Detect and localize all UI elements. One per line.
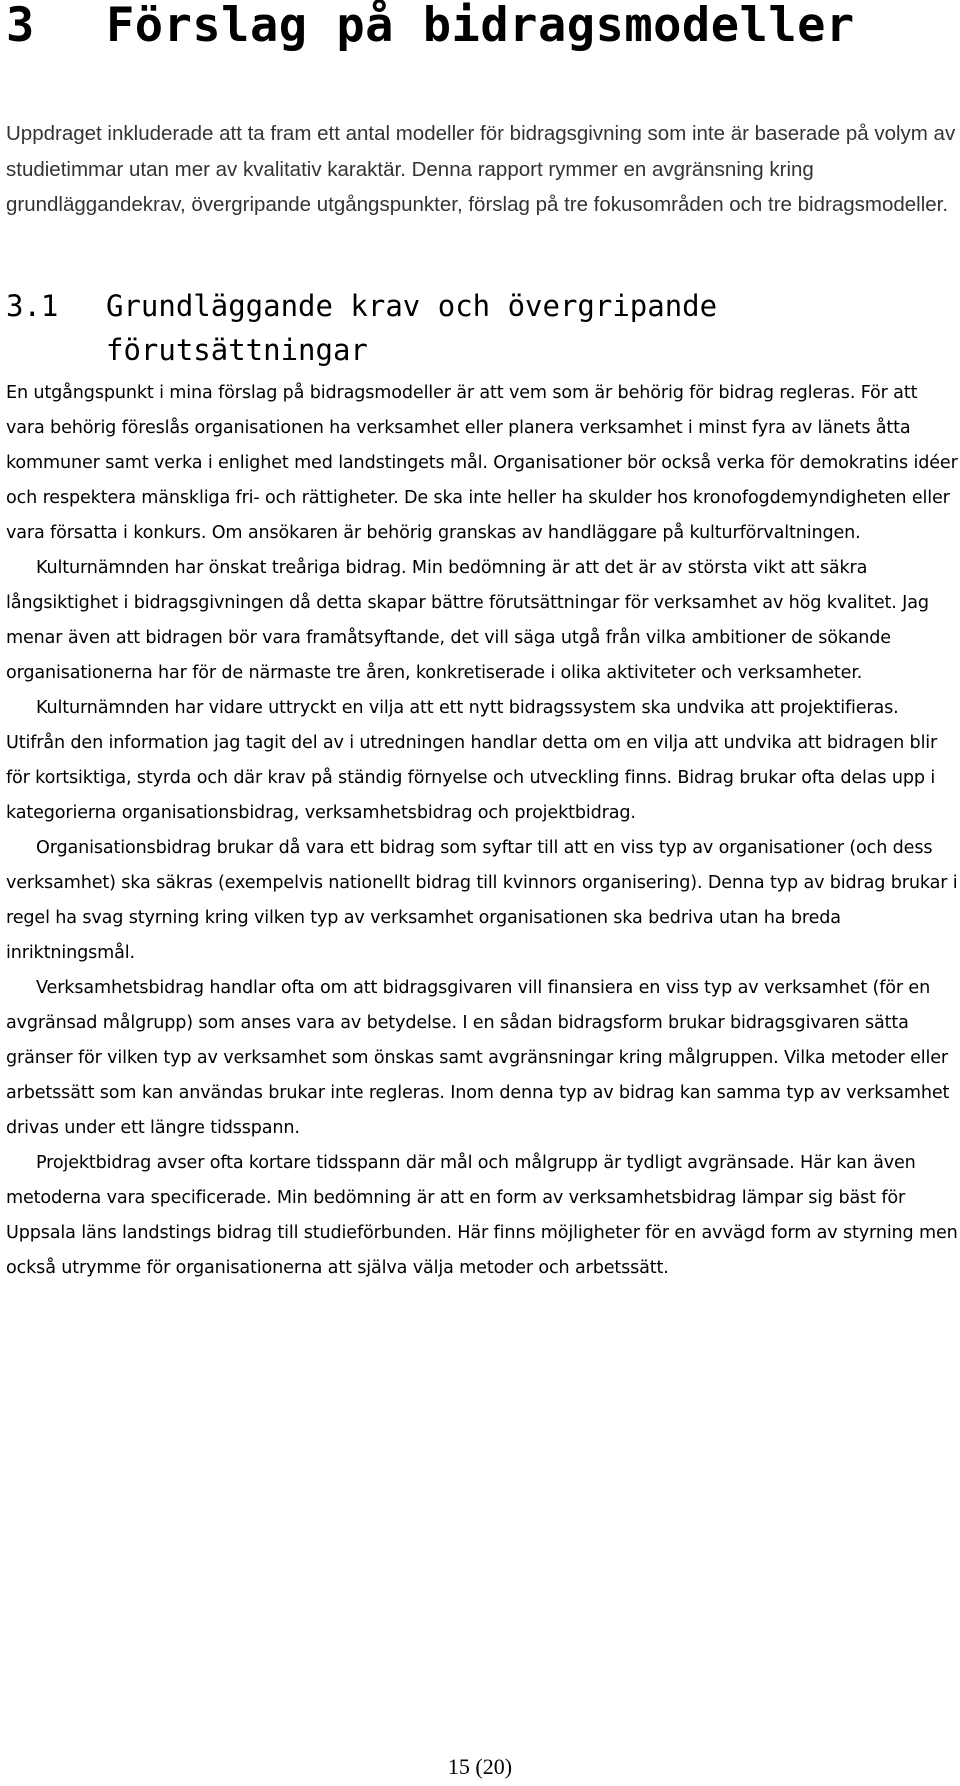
body-paragraph: Kulturnämnden har önskat treåriga bidrag. Min bedömning är att det är av största vikt att säkra långsiktighet i bidragsgivningen då detta skapar bättre förutsättningar för verksamhet av hög kvalitet. Jag menar även att bidragen bör vara framåtsyftande, det vill säga utgå från vilka ambitioner de sökande organisationerna har för de närmaste tre åren, konkretiserade i olika aktiviteter och verksamheter. xyxy=(6,558,929,683)
section-body xyxy=(6,376,958,1286)
chapter-title: Förslag på bidragsmodeller xyxy=(106,0,855,53)
body-paragraph: En utgångspunkt i mina förslag på bidragsmodeller är att vem som är behörig för bidrag regleras. För att vara behörig föreslås organisationen ha verksamhet eller planera verksamhet i minst fyra av länets åtta kommuner samt verka i enlighet med landstingets mål. Organisationer bör också verka för demokratins idéer och respektera mänskliga fri- och rättigheter. De ska inte heller ha skulder hos kronofogdemyndigheten eller vara försatta i konkurs. Om ansökaren är behörig granskas av handläggare på kulturförvaltningen. xyxy=(6,383,958,543)
section-title-line1: Grundläggande krav och övergripande xyxy=(106,289,718,323)
body-paragraph: Projektbidrag avser ofta kortare tidsspann där mål och målgrupp är tydligt avgränsade. Här kan även metoderna vara specificerade. Min bedömning är att en form av verksamhetsbidrag lämpar sig bäst för Uppsala läns landstings bidrag till studieförbunden. Här finns möjligheter för en avvägd form av styrning men också utrymme för organisationerna att själva välja metoder och arbetssätt. xyxy=(6,1153,958,1278)
intro-paragraph: Uppdraget inkluderade att ta fram ett antal modeller för bidragsgivning som inte är baserade på volym av studietimmar utan mer av kvalitativ karaktär. Denna rapport rymmer en avgränsning kring grundläggandekrav, övergripande utgångspunkter, förslag på tre fokusområden och tre bidragsmodeller. xyxy=(6,122,956,216)
body-paragraph: Organisationsbidrag brukar då vara ett bidrag som syftar till att en viss typ av organisationer (och dess verksamhet) ska säkras (exempelvis nationellt bidrag till kvinnors organisering). Denna typ av bidrag brukar i regel ha svag styrning kring vilken typ av verksamhet organisationen ska bedriva utan ha breda inriktningsmål. xyxy=(6,838,958,963)
body-paragraph: Verksamhetsbidrag handlar ofta om att bidragsgivaren vill finansiera en viss typ av verksamhet (för en avgränsad målgrupp) som anses vara av betydelse. I en sådan bidragsform brukar bidragsgivaren sätta gränser för vilken typ av verksamhet som önskas samt avgränsningar kring målgruppen. Vilka metoder eller arbetssätt som kan användas brukar inte regleras. Inom denna typ av bidrag kan samma typ av verksamhet drivas under ett längre tidsspann. xyxy=(6,978,950,1138)
section-number: 3.1 xyxy=(6,289,59,323)
body-paragraph: Kulturnämnden har vidare uttryckt en vilja att ett nytt bidragssystem ska undvika att projektifieras. Utifrån den information jag tagit del av i utredningen handlar detta om en vilja att undvika att bidragen blir för kortsiktiga, styrda och där krav på ständig förnyelse och utveckling finns. Bidrag brukar ofta delas upp i kategorierna organisationsbidrag, verksamhetsbidrag och projektbidrag. xyxy=(6,698,938,823)
section-title-line2: förutsättningar xyxy=(106,333,368,367)
page-number: 15 (20) xyxy=(447,1754,513,1779)
section-heading xyxy=(6,284,717,372)
chapter-number: 3 xyxy=(6,0,35,53)
chapter-heading xyxy=(6,0,855,52)
